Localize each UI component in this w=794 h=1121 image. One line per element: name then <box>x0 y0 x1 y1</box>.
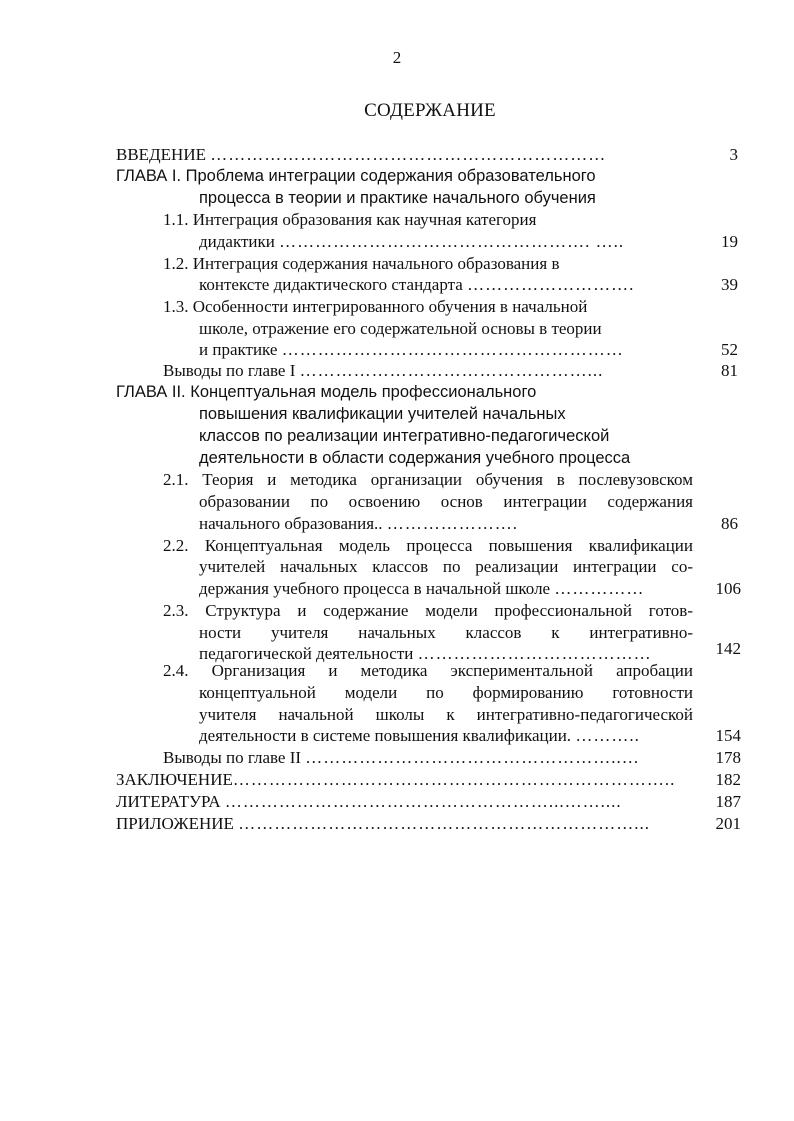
toc-entry-intro <box>116 146 606 163</box>
toc-page-number: 39 <box>721 275 738 294</box>
section-2-2-line: 2.2. Концептуальная модель процесса повышения квалификации <box>163 536 693 555</box>
section-2-1-tail: начального образования.. <box>199 514 383 533</box>
summary-label: Выводы по главе I <box>163 361 296 380</box>
toc-page-number: 106 <box>715 579 741 598</box>
leader-dots: ………………………. <box>467 275 635 294</box>
leader-dots: ……………………………………………. ….. <box>279 232 625 251</box>
chapter-1-title-line: процесса в теории и практике начального обучения <box>199 189 596 207</box>
leader-dots: ………………………………………………… <box>281 340 624 359</box>
leader-dots: ………………………………………………...…….... <box>224 792 622 811</box>
section-1-2-line: 1.2. Интеграция содержания начального образования в <box>163 254 560 273</box>
leader-dots: …………………………………………... <box>299 361 604 380</box>
page-title: СОДЕРЖАНИЕ <box>364 100 496 121</box>
leader-dots: ……….. <box>575 726 640 745</box>
chapter-1-summary <box>163 362 603 379</box>
section-1-1-tail: дидактики <box>199 232 275 251</box>
toc-page-number: 52 <box>721 340 738 359</box>
chapter-2-title-line: ГЛАВА II. Концептуальная модель профессионального <box>116 383 537 401</box>
section-2-4-line: учителя начальной школы к интегративно-педагогической <box>199 705 693 724</box>
section-2-1-line: 2.1. Теория и методика организации обучения в послевузовском <box>163 470 693 489</box>
summary-label: Выводы по главе II <box>163 748 302 767</box>
section-1-3-line: 1.3. Особенности интегрированного обучения в начальной <box>163 297 588 316</box>
leader-dots: ………………………………… <box>417 644 652 663</box>
section-1-3-tail: и практике <box>199 340 278 359</box>
section-2-1-line: образовании по освоению основ интеграции содержания <box>199 492 693 511</box>
section-2-3-tail: педагогической деятельности <box>199 644 414 663</box>
section-2-4-line: 2.4. Организация и методика экспериментальной апробации <box>163 661 693 680</box>
toc-entry-appendix <box>116 815 650 832</box>
leader-dots: ………………………………………………………… <box>210 145 607 164</box>
leader-dots: …………… <box>554 579 645 598</box>
section-1-3-line: школе, отражение его содержательной основы в теории <box>199 319 602 338</box>
chapter-2-title-line: деятельности в области содержания учебного процесса <box>199 449 631 467</box>
toc-page-number: 19 <box>721 232 738 251</box>
toc-entry-label: ПРИЛОЖЕНИЕ <box>116 814 234 833</box>
section-2-4-line: концептуальной модели по формированию готовности <box>199 683 693 702</box>
section-1-2-tail: контексте дидактического стандарта <box>199 275 463 294</box>
toc-page-number: 182 <box>715 770 741 789</box>
section-2-4-tail: деятельности в системе повышения квалификации. <box>199 726 572 745</box>
chapter-2-title-line: классов по реализации интегративно-педагогической <box>199 427 610 445</box>
toc-page-number: 154 <box>715 726 741 745</box>
toc-page-number: 178 <box>715 748 741 767</box>
section-2-4-line <box>199 727 640 744</box>
page-number: 2 <box>392 48 402 67</box>
section-2-3-line <box>199 645 652 662</box>
toc-page-number: 201 <box>715 814 741 833</box>
toc-entry-label: ЛИТЕРАТУРА <box>116 792 221 811</box>
section-2-3-line: 2.3. Структура и содержание модели профессиональной готов- <box>163 601 693 620</box>
section-1-2-line <box>199 276 634 293</box>
section-2-2-line <box>199 580 644 597</box>
section-2-2-line: учителей начальных классов по реализации интеграции со- <box>199 557 693 576</box>
chapter-2-summary <box>163 749 640 766</box>
section-1-3-line <box>199 341 624 358</box>
toc-page-number: 187 <box>715 792 741 811</box>
leader-dots: …………………………………………………………... <box>238 814 650 833</box>
section-1-1-line: 1.1. Интеграция образования как научная категория <box>163 210 537 229</box>
chapter-1-title-line: ГЛАВА I. Проблема интеграции содержания образовательного <box>116 167 596 185</box>
chapter-2-title-line: повышения квалификации учителей начальных <box>199 405 566 423</box>
section-2-2-tail: держания учебного процесса в начальной школе <box>199 579 551 598</box>
leader-dots: …………………. <box>386 514 519 533</box>
toc-page-number: 86 <box>721 514 738 533</box>
toc-entry-literature <box>116 793 622 810</box>
toc-page-number: 3 <box>729 145 738 164</box>
leader-dots: ……………………………………………………………….. <box>232 770 676 789</box>
toc-entry-label: ВВЕДЕНИЕ <box>116 145 206 164</box>
leader-dots: ……………………………………………..… <box>305 748 640 767</box>
toc-page-number: 81 <box>721 361 738 380</box>
section-2-3-line: ности учителя начальных классов к интегративно- <box>199 623 693 642</box>
toc-page-number: 142 <box>715 639 741 658</box>
section-1-1-line <box>199 233 624 250</box>
section-2-1-line <box>199 515 518 532</box>
toc-entry-conclusion <box>116 771 675 788</box>
toc-entry-label: ЗАКЛЮЧЕНИЕ <box>116 770 233 789</box>
